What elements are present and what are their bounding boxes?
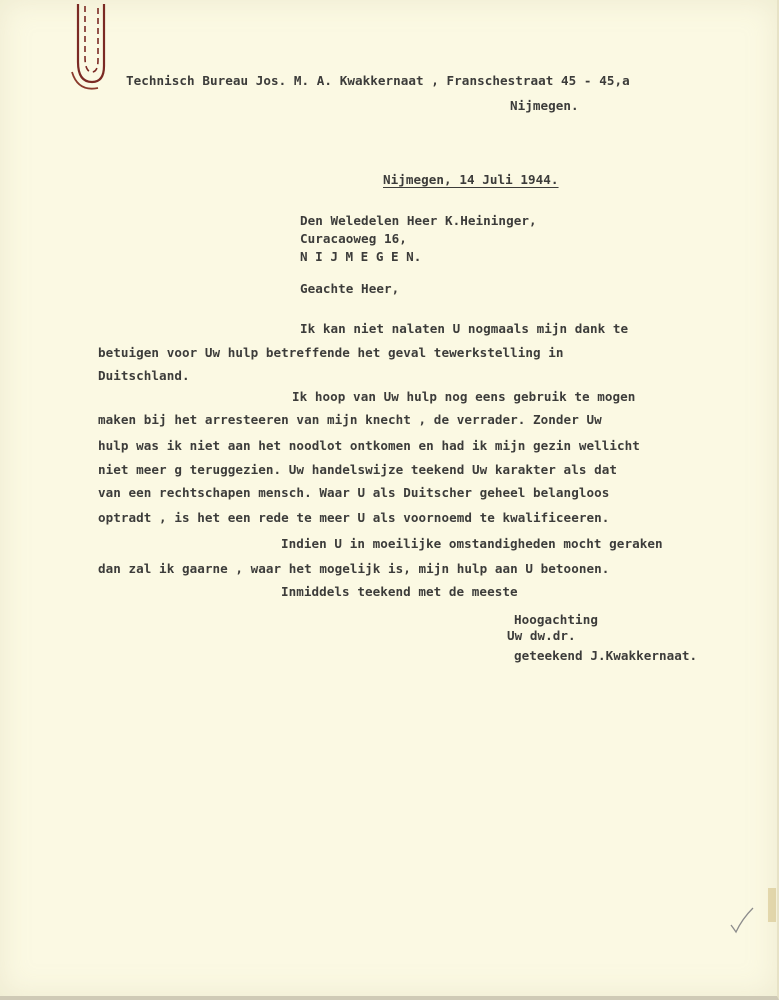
body-line: niet meer g teruggezien. Uw handelswijze teekend Uw karakter als dat bbox=[98, 462, 617, 477]
recipient-name: Den Weledelen Heer K.Heininger, bbox=[300, 213, 537, 228]
body-line: betuigen voor Uw hulp betreffende het geval tewerkstelling in bbox=[98, 345, 564, 360]
letterhead-line: Technisch Bureau Jos. M. A. Kwakkernaat , Franschestraat 45 - 45,a bbox=[126, 73, 630, 88]
body-line: van een rechtschapen mensch. Waar U als Duitscher geheel belangloos bbox=[98, 485, 610, 500]
letterhead-city: Nijmegen. bbox=[510, 98, 579, 113]
paperclip-icon bbox=[68, 2, 112, 92]
body-line: hulp was ik niet aan het noodlot ontkomen en had ik mijn gezin wellicht bbox=[98, 438, 640, 453]
paper-stain bbox=[768, 888, 776, 922]
closing-line: Uw dw.dr. bbox=[507, 628, 576, 643]
salutation: Geachte Heer, bbox=[300, 281, 400, 296]
body-line: Duitschland. bbox=[98, 368, 190, 383]
body-line: Indien U in moeilijke omstandigheden mocht geraken bbox=[281, 536, 663, 551]
body-line: dan zal ik gaarne , waar het mogelijk is, mijn hulp aan U betoonen. bbox=[98, 561, 610, 576]
recipient-street: Curacaoweg 16, bbox=[300, 231, 407, 246]
checkmark-icon bbox=[727, 905, 757, 935]
letter-date: Nijmegen, 14 Juli 1944. bbox=[383, 172, 559, 187]
body-line: maken bij het arresteeren van mijn knecht , de verrader. Zonder Uw bbox=[98, 412, 602, 427]
body-line: Ik hoop van Uw hulp nog eens gebruik te mogen bbox=[292, 389, 636, 404]
recipient-city: N I J M E G E N. bbox=[300, 249, 422, 264]
signature-line: geteekend J.Kwakkernaat. bbox=[514, 648, 698, 663]
closing-line: Hoogachting bbox=[514, 612, 598, 627]
body-line: Ik kan niet nalaten U nogmaals mijn dank te bbox=[300, 321, 629, 336]
body-line: optradt , is het een rede te meer U als voornoemd te kwalificeeren. bbox=[98, 510, 610, 525]
body-line: Inmiddels teekend met de meeste bbox=[281, 584, 518, 599]
